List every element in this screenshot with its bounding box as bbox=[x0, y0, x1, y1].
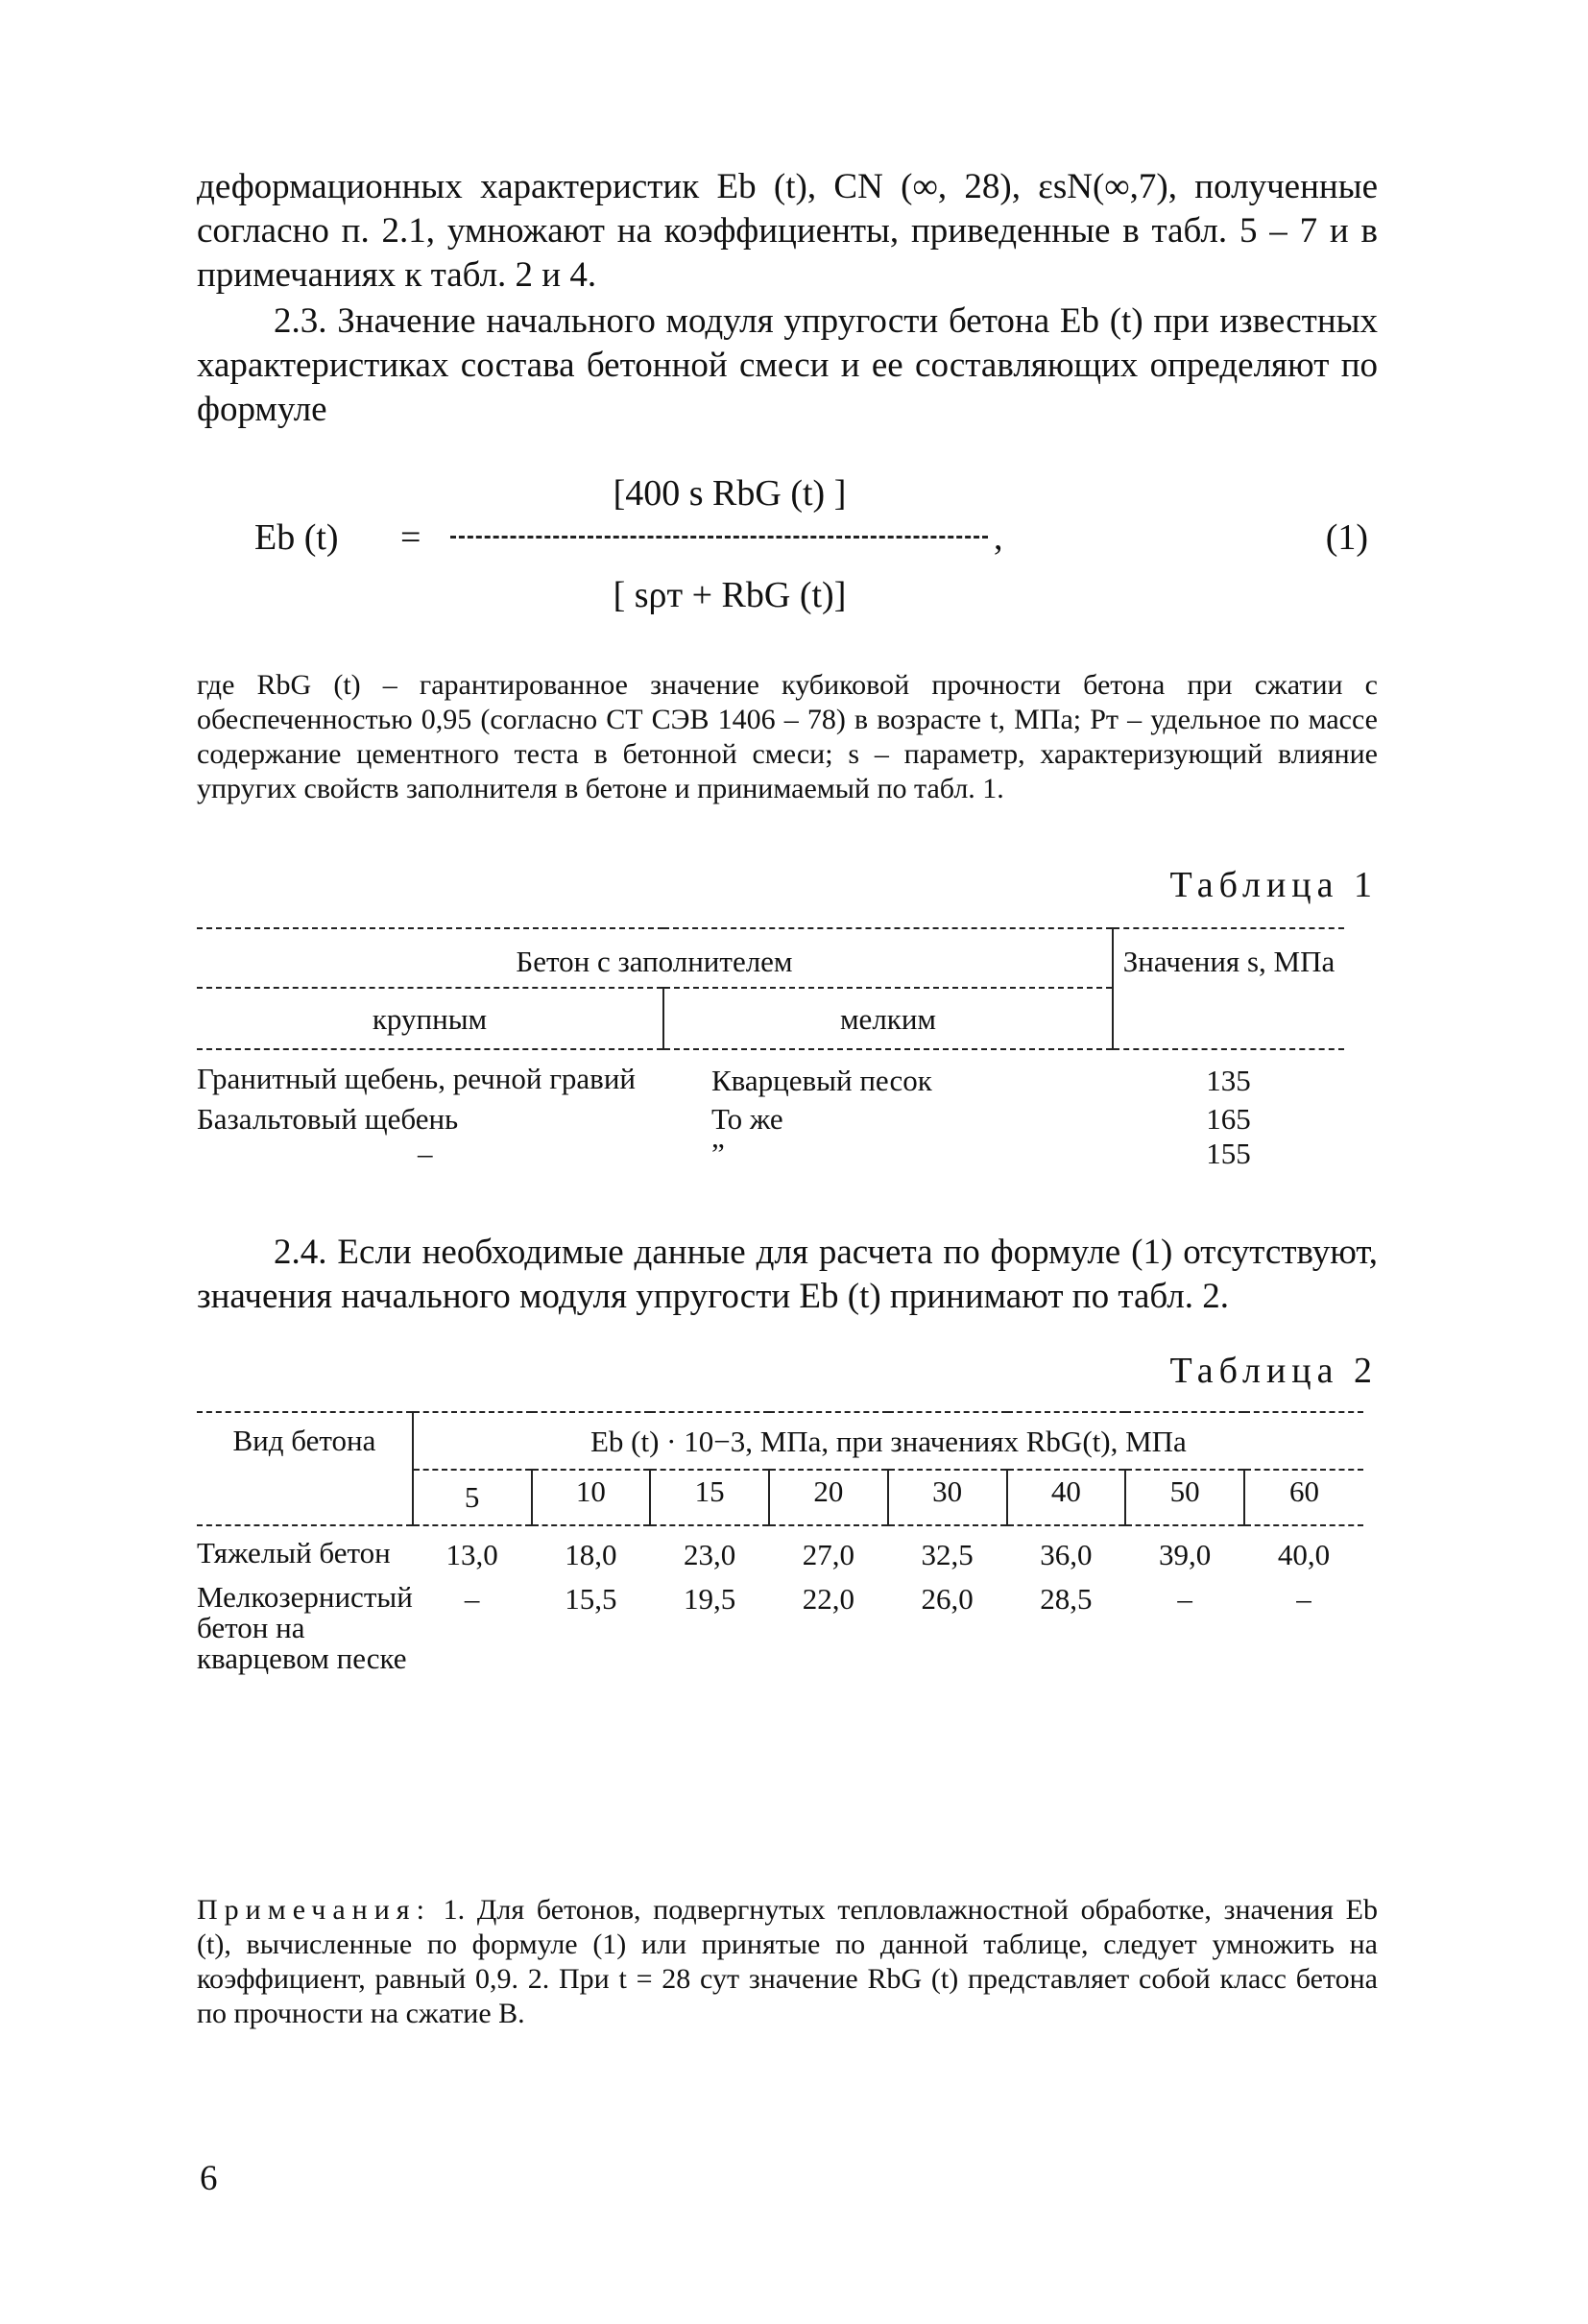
table2-col-header: 5 bbox=[413, 1470, 532, 1525]
table-2 bbox=[197, 1411, 1363, 1678]
table2-header-row-1 bbox=[197, 1412, 1363, 1470]
table2-cell: 13,0 bbox=[445, 1538, 498, 1571]
paragraph-2-4: 2.4. Если необходимые данные для расчета по формуле (1) отсутствуют, значения начального модуля упругости Eb (t) принимают по табл. 2. bbox=[197, 1233, 1378, 1316]
table2-caption: Таблица 2 bbox=[1169, 1351, 1378, 1391]
formula-denominator: [ sρт + RbG (t)] bbox=[613, 575, 847, 615]
formula-1 bbox=[197, 451, 1378, 653]
notes-label: Примечания: bbox=[197, 1894, 431, 1926]
table1-caption: Таблица 1 bbox=[1169, 865, 1378, 905]
table2-cell: – bbox=[1296, 1582, 1311, 1616]
table1-header-row-1 bbox=[197, 928, 1344, 988]
formula-lhs: Eb (t) bbox=[254, 517, 339, 558]
table-row bbox=[197, 1576, 1363, 1678]
table2-col-header: 40 bbox=[1007, 1470, 1126, 1525]
table2-row-kind: Тяжелый бетон bbox=[197, 1536, 391, 1569]
table1-cell-fine: То же bbox=[711, 1102, 783, 1136]
table2-cell: 15,5 bbox=[565, 1582, 617, 1616]
page-number: 6 bbox=[200, 2159, 218, 2198]
table2-header-group: Eb (t) · 10−3, МПа, при значениях RbG(t), МПа bbox=[413, 1412, 1363, 1470]
table2-cell: 23,0 bbox=[684, 1538, 736, 1571]
table2-cell: 19,5 bbox=[684, 1582, 736, 1616]
formula-comma: , bbox=[994, 517, 1003, 558]
table-row bbox=[197, 1525, 1363, 1576]
table2-col-header: 10 bbox=[532, 1470, 651, 1525]
notes bbox=[197, 1893, 1378, 2031]
table2-cell: 40,0 bbox=[1277, 1538, 1331, 1571]
paragraph-2-3: 2.3. Значение начального модуля упругости бетона Eb (t) при известных характеристиках состава бетонной смеси и ее составляющих определяют по формуле bbox=[197, 301, 1378, 429]
table2-cell: 27,0 bbox=[802, 1538, 855, 1571]
table1-header-value: Значения s, МПа bbox=[1113, 928, 1344, 1049]
table1-cell-coarse: Гранитный щебень, речной гравий bbox=[197, 1062, 636, 1095]
table-row bbox=[197, 1049, 1344, 1102]
table1-cell-value: 155 bbox=[1206, 1137, 1251, 1170]
table-row bbox=[197, 1137, 1344, 1171]
table1-cell-value: 135 bbox=[1206, 1064, 1251, 1097]
table2-col-header: 20 bbox=[769, 1470, 888, 1525]
table1-header-group: Бетон с заполнителем bbox=[197, 928, 1113, 988]
table2-cell: 36,0 bbox=[1040, 1538, 1093, 1571]
formula-numerator: [400 s RbG (t) ] bbox=[613, 473, 847, 514]
paragraph-deformation: деформационных характеристик Eb (t), CN (∞, 28), εsN(∞,7), полученные согласно п. 2.1, умножают на коэффициенты, приведенные в табл. 5 – 7 и в примечаниях к табл. 2 и 4. bbox=[197, 167, 1378, 295]
table1-header-coarse: крупным bbox=[197, 988, 663, 1049]
table2-cell: 18,0 bbox=[565, 1538, 617, 1571]
table1-cell-fine: ” bbox=[711, 1137, 725, 1170]
table2-cell: 26,0 bbox=[921, 1582, 974, 1616]
table2-cell: 22,0 bbox=[802, 1582, 855, 1616]
table1-cell-fine: Кварцевый песок bbox=[711, 1064, 932, 1097]
notes-text: 1. Для бетонов, подвергнутых тепловлажностной обработке, значения Eb (t), вычисленные по формуле (1) или принятые по данной таблице, следует умножить на коэффициент, равный 0,9. 2. При t = 28 сут значение RbG (t) представляет собой класс бетона по прочности на сжатие В. bbox=[197, 1894, 1379, 2029]
table2-cell: 39,0 bbox=[1159, 1538, 1212, 1571]
table1-header-fine: мелким bbox=[663, 988, 1113, 1049]
table2-header-kind: Вид бетона bbox=[197, 1412, 413, 1525]
table-1 bbox=[197, 927, 1344, 1171]
table2-col-header: 15 bbox=[650, 1470, 769, 1525]
table2-col-header: 60 bbox=[1244, 1470, 1363, 1525]
table1-cell-coarse: – bbox=[418, 1137, 433, 1170]
table2-col-header: 30 bbox=[888, 1470, 1007, 1525]
table1-cell-value: 165 bbox=[1206, 1102, 1251, 1136]
table2-cell: – bbox=[1177, 1582, 1192, 1616]
fraction-line bbox=[450, 536, 988, 539]
table2-col-header: 50 bbox=[1125, 1470, 1244, 1525]
table-row bbox=[197, 1102, 1344, 1137]
table1-cell-coarse: Базальтовый щебень bbox=[197, 1102, 459, 1136]
table2-cell: 28,5 bbox=[1040, 1582, 1093, 1616]
paragraph-where: где RbG (t) – гарантированное значение кубиковой прочности бетона при сжатии с обеспеченностью 0,95 (согласно СТ СЭВ 1406 – 78) в возрасте t, МПа; Pт – удельное по массе содержание цементного теста в бетонной смеси; s – параметр, характеризующий влияние упругих свойств заполнителя в бетоне и принимаемый по табл. 1. bbox=[197, 669, 1378, 804]
table2-cell: 32,5 bbox=[921, 1538, 974, 1571]
formula-number: (1) bbox=[1325, 517, 1368, 558]
table2-cell: – bbox=[464, 1582, 480, 1616]
formula-equals: = bbox=[400, 517, 421, 558]
table2-row-kind: Мелкозернистый бетон на кварцевом песке bbox=[197, 1580, 413, 1675]
